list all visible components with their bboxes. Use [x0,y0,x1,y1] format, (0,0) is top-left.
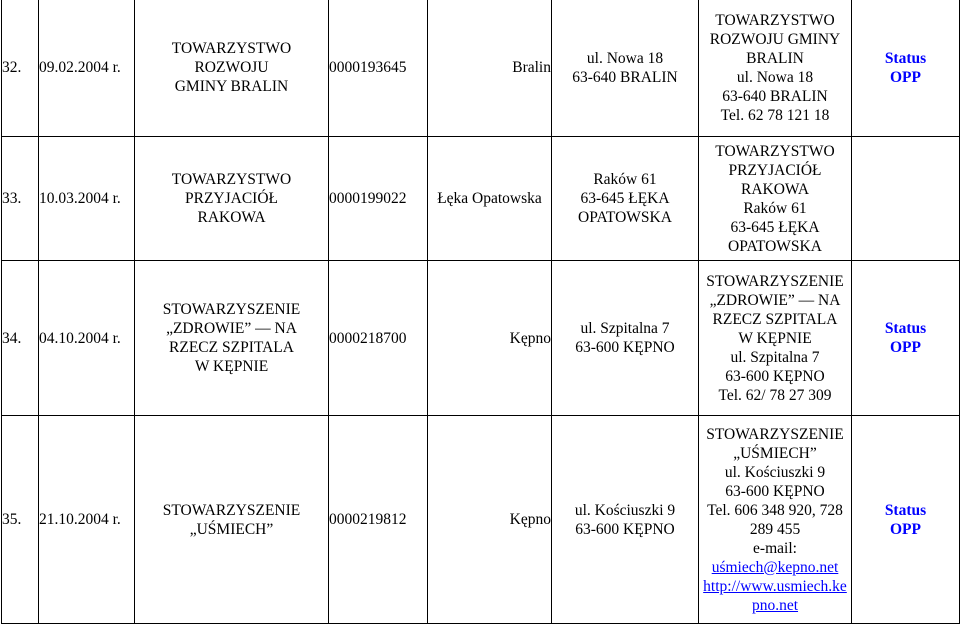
organization-name: STOWARZYSZENIE „UŚMIECH” [135,416,329,624]
registration-date: 04.10.2004 r. [39,261,135,416]
town: Kępno [428,416,552,624]
table-row [2,261,960,416]
registration-date: 21.10.2004 r. [39,416,135,624]
address: ul. Szpitalna 7 63-600 KĘPNO [552,261,699,416]
table-row [2,137,960,261]
status-badge: Status OPP [852,261,960,416]
town: Bralin [428,0,552,137]
table-row [2,416,960,624]
registration-date: 10.03.2004 r. [39,137,135,261]
organization-name: TOWARZYSTWO ROZWOJU GMINY BRALIN [135,0,329,137]
status-badge: Status OPP [852,0,960,137]
contact-details: STOWARZYSZENIE „UŚMIECH” ul. Kościuszki 9 63-600 KĘPNO Tel. 606 348 920, 728 289 455 e-mail: uśmiech@kepno.net http://www.usmiech.ke pno.net [699,416,852,624]
organization-name: STOWARZYSZENIE „ZDROWIE” — NA RZECZ SZPITALA W KĘPNIE [135,261,329,416]
registry-table [1,0,960,624]
address: Raków 61 63-645 ŁĘKA OPATOWSKA [552,137,699,261]
town: Kępno [428,261,552,416]
krs-number: 0000219812 [329,416,428,624]
town: Łęka Opatowska [428,137,552,261]
row-number: 34. [2,261,39,416]
krs-number: 0000193645 [329,0,428,137]
email-link[interactable]: uśmiech@kepno.net [711,558,839,576]
table-row [2,0,960,137]
registration-date: 09.02.2004 r. [39,0,135,137]
website-link[interactable]: http://www.usmiech.ke [703,577,847,595]
row-number: 33. [2,137,39,261]
krs-number: 0000199022 [329,137,428,261]
website-link-continued[interactable]: pno.net [751,596,799,614]
status-badge: Status OPP [852,416,960,624]
status-cell-empty [852,137,960,261]
address: ul. Kościuszki 9 63-600 KĘPNO [552,416,699,624]
contact-details: STOWARZYSZENIE „ZDROWIE” — NA RZECZ SZPITALA W KĘPNIE ul. Szpitalna 7 63-600 KĘPNO Tel. 62/ 78 27 309 [699,261,852,416]
row-number: 32. [2,0,39,137]
contact-details: TOWARZYSTWO ROZWOJU GMINY BRALIN ul. Nowa 18 63-640 BRALIN Tel. 62 78 121 18 [699,0,852,137]
organization-name: TOWARZYSTWO PRZYJACIÓŁ RAKOWA [135,137,329,261]
row-number: 35. [2,416,39,624]
krs-number: 0000218700 [329,261,428,416]
contact-details: TOWARZYSTWO PRZYJACIÓŁ RAKOWA Raków 61 63-645 ŁĘKA OPATOWSKA [699,137,852,261]
address: ul. Nowa 18 63-640 BRALIN [552,0,699,137]
